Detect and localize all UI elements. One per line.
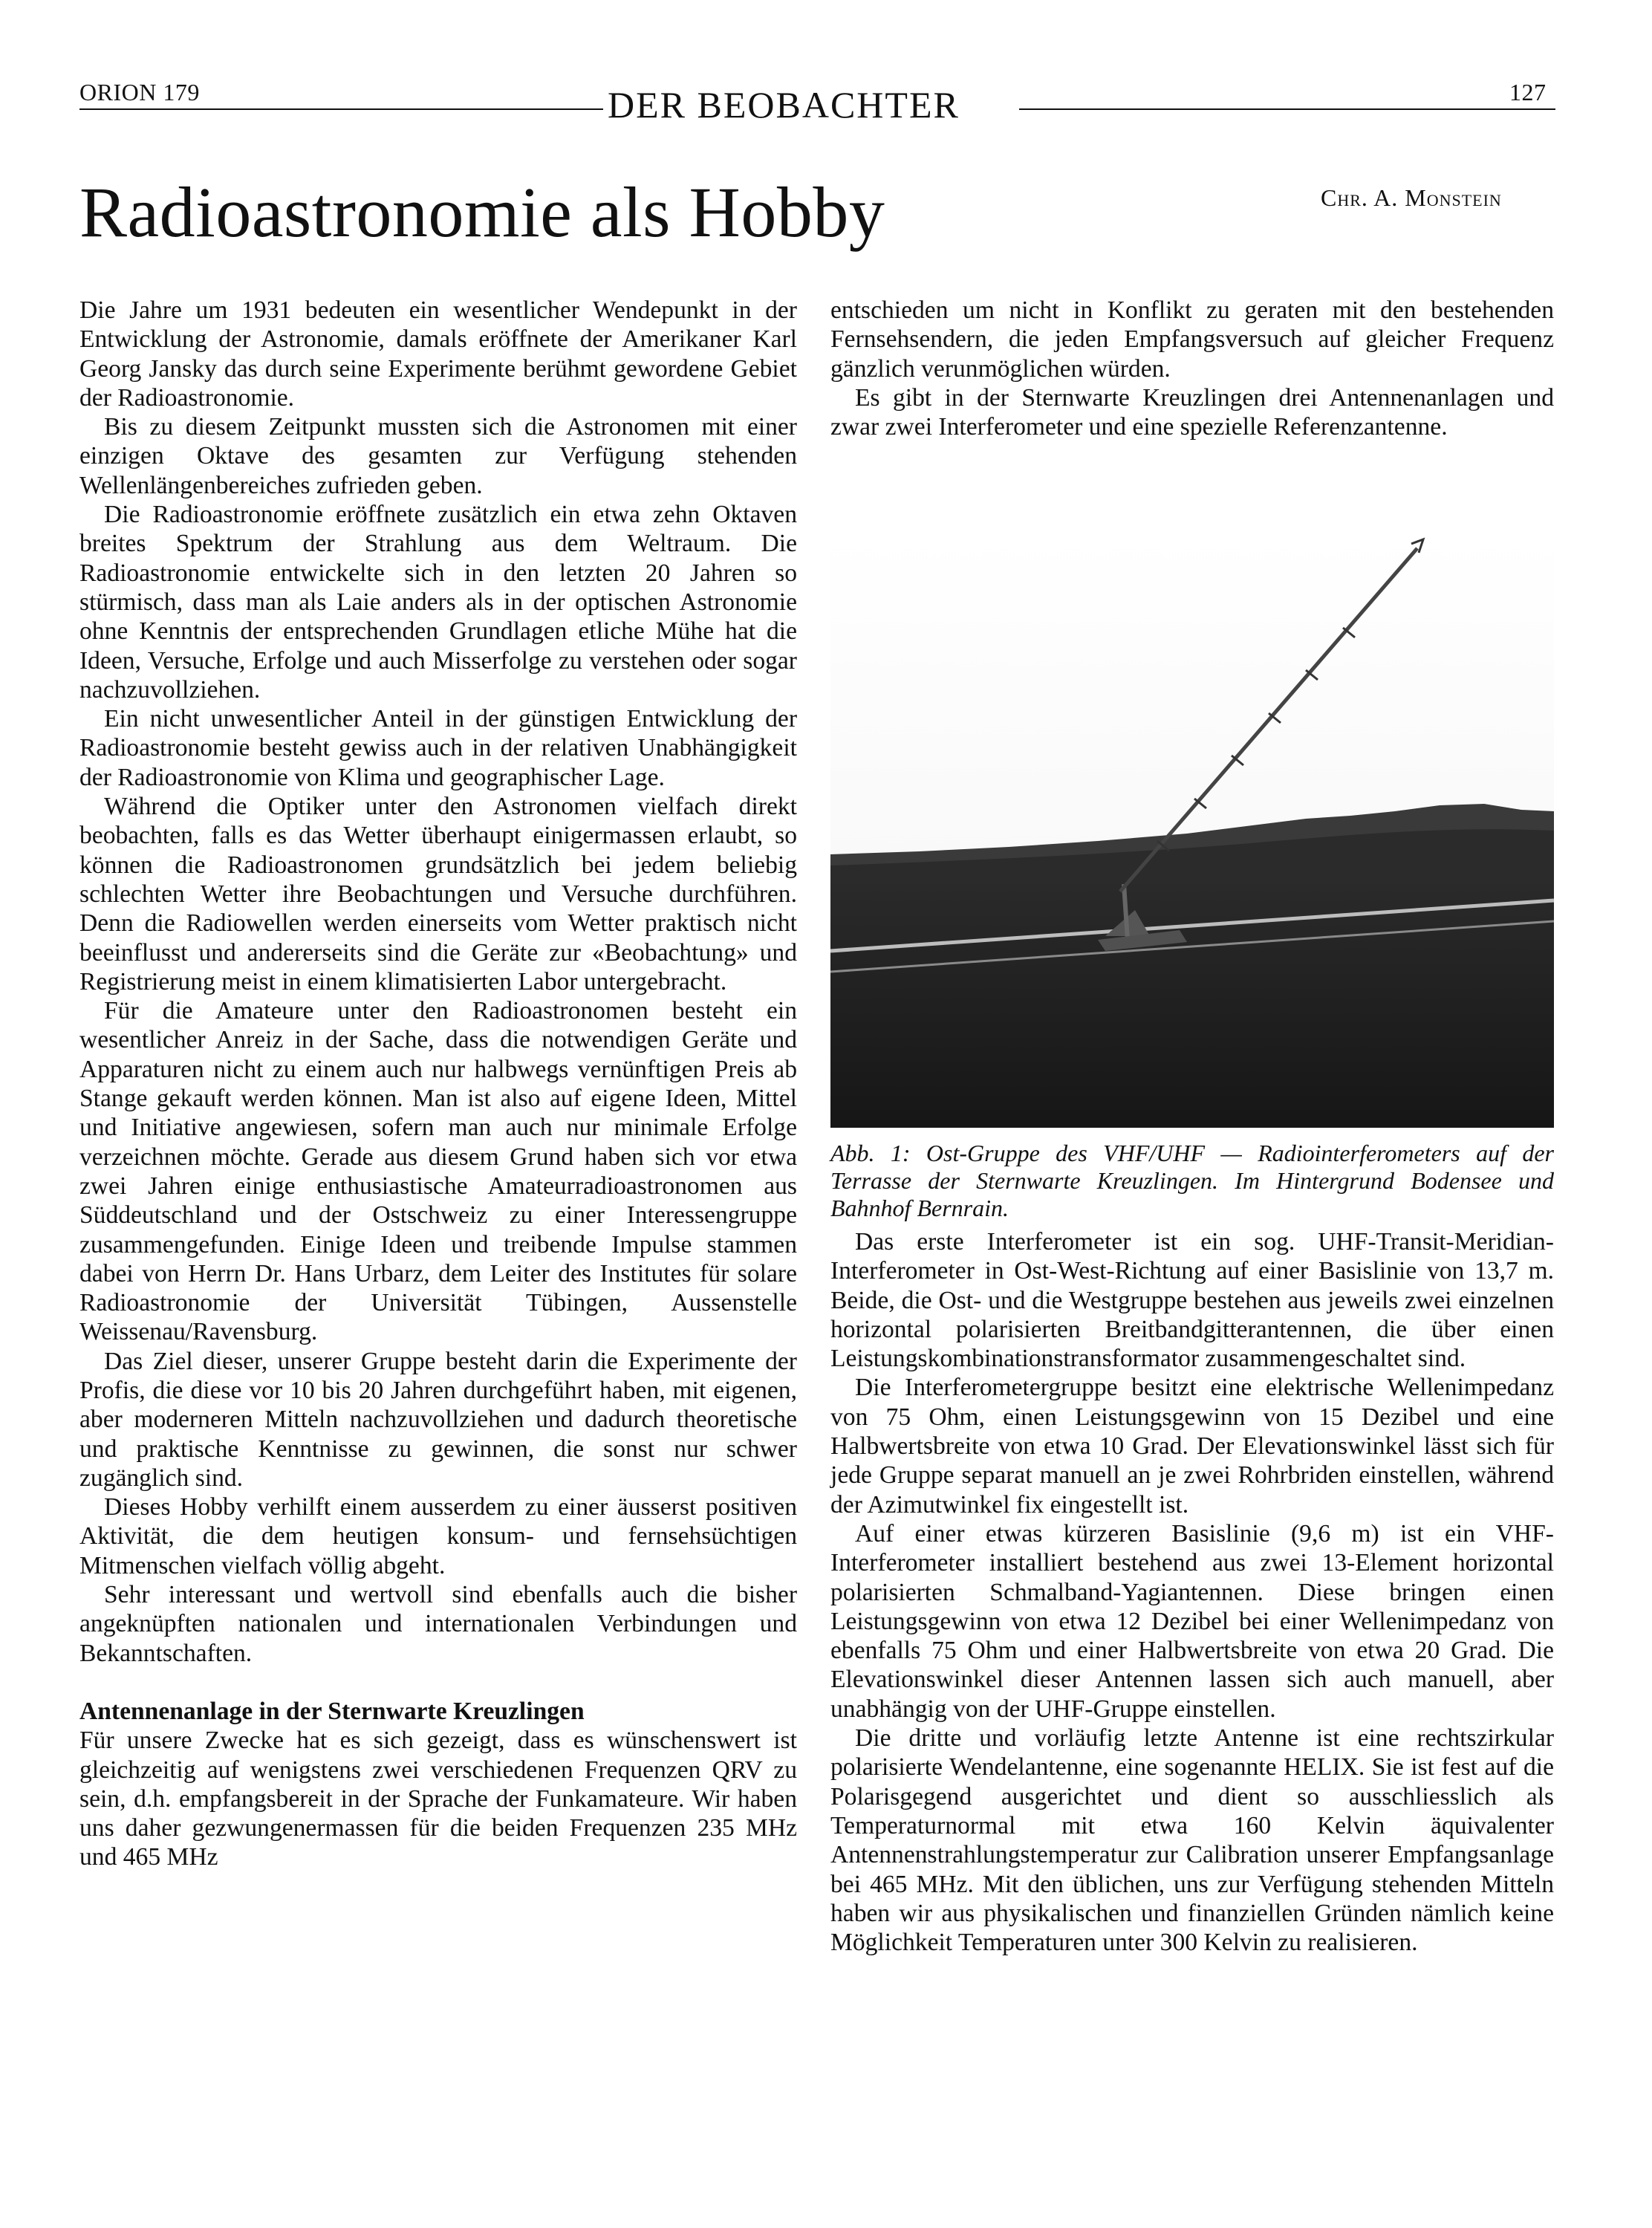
article-title: Radioastronomie als Hobby xyxy=(79,172,885,252)
section-title: DER BEOBACHTER xyxy=(608,84,960,126)
article-author: Chr. A. Monstein xyxy=(1321,184,1502,211)
page-number: 127 xyxy=(1509,79,1547,105)
paragraph: Die dritte und vorläufig letzte Antenne ist eine rechtszirkular polarisierte Wendelantenne, eine sogenannte HELIX. Sie ist fest auf die Polarisgegend ausgerichtet und dient so ausschliesslich als Temperaturnormal mit etwa 160 Kelvin äquivalenter Antennenstrahlungstemperatur zur Calibration unserer Empfangsanlage bei 465 MHz. Mit den üblichen, uns zur Verfügung stehenden Mitteln haben wir aus physikalischen und finanziellen Gründen nämlich keine Möglichkeit Temperaturen unter 300 Kelvin zu realisieren. xyxy=(830,1724,1554,1957)
paragraph: Dieses Hobby verhilft einem ausserdem zu einer äusserst positiven Aktivität, die dem heutigen konsum- und fernsehsüchtigen Mitmenschen vielfach völlig abgeht. xyxy=(79,1493,797,1579)
antenna-photo xyxy=(830,535,1554,1128)
paragraph: entschieden um nicht in Konflikt zu geraten mit den bestehenden Fernsehsendern, die jeden Empfangsversuch auf gleicher Frequenz gänzlich verunmöglichen würden. xyxy=(830,296,1554,383)
paragraph: Für die Amateure unter den Radioastronomen besteht ein wesentlicher Anreiz in der Sache, dass die notwendigen Geräte und Apparaturen nicht zu einem auch nur halbwegs vernünftigen Preis ab Stange gekauft werden können. Man ist also auf eigene Ideen, Mittel und Initiative angewiesen, sofern man auch nur minimale Erfolge verzeichnen möchte. Gerade aus diesem Grund haben sich vor etwa zwei Jahren einige enthusiastische Amateurradioastronomen aus Süddeutschland und der Ostschweiz zu einer Interessengruppe zusammengefunden. Einige Ideen und treibende Impulse stammen dabei von Herrn Dr. Hans Urbarz, dem Leiter des Institutes für solare Radioastronomie der Universität Tübingen, Aussenstelle Weissenau/Ravensburg. xyxy=(79,997,797,1346)
paragraph: Für unsere Zwecke hat es sich gezeigt, dass es wünschenswert ist gleichzeitig auf wenigstens zwei verschiedenen Frequenzen QRV zu sein, d.h. empfangsbereit in der Sprache der Funkamateure. Wir haben uns daher gezwungenermassen für die beiden Frequenzen 235 MHz und 465 MHz xyxy=(79,1727,797,1871)
paragraph: Die Radioastronomie eröffnete zusätzlich ein etwa zehn Oktaven breites Spektrum der Strahlung aus dem Weltraum. Die Radioastronomie entwickelte sich in den letzten 20 Jahren so stürmisch, dass man als Laie anders als in der optischen Astronomie ohne Kenntnis der entsprechenden Grundlagen etliche Mühe hat die Ideen, Versuche, Erfolge und auch Misserfolge zu verstehen oder sogar nachzuvollziehen. xyxy=(79,501,797,704)
paragraph: Die Jahre um 1931 bedeuten ein wesentlicher Wendepunkt in der Entwicklung der Astronomie, damals eröffnete der Amerikaner Karl Georg Jansky das durch seine Experimente berühmt gewordene Gebiet der Radioastronomie. xyxy=(79,296,797,412)
figure-caption: Abb. 1: Ost-Gruppe des VHF/UHF — Radiointerferometers auf der Terrasse der Sternwarte Kreuzlingen. Im Hintergrund Bodensee und Bahnhof Bernrain. xyxy=(830,1140,1554,1221)
paragraph: Bis zu diesem Zeitpunkt mussten sich die Astronomen mit einer einzigen Oktave des gesamten zur Verfügung stehenden Wellenlängenbereiches zufrieden geben. xyxy=(79,413,797,499)
column-right xyxy=(830,296,1554,441)
paragraph: Ein nicht unwesentlicher Anteil in der günstigen Entwicklung der Radioastronomie besteht gewiss auch in der relativen Unabhängigkeit der Radioastronomie von Klima und geographischer Lage. xyxy=(79,705,797,791)
paragraph: Die Interferometergruppe besitzt eine elektrische Wellenimpedanz von 75 Ohm, einen Leistungsgewinn von 15 Dezibel und eine Halbwertsbreite von etwa 10 Grad. Der Elevationswinkel lässt sich für jede Gruppe separat manuell an je zwei Rohrbriden einstellen, während der Azimutwinkel fix eingestellt ist. xyxy=(830,1374,1554,1519)
column-right-lower xyxy=(830,1227,1554,1957)
paragraph: Während die Optiker unter den Astronomen vielfach direkt beobachten, falls es das Wetter überhaupt einigermassen erlaubt, so können die Radioastronomen grundsätzlich bei jedem beliebig schlechten Wetter ihre Beobachtungen und Versuche durchführen. Denn die Radiowellen werden einerseits vom Wetter praktisch nicht beeinflusst und andererseits sind die Geräte zur «Beobachtung» und Registrierung meist in einem klimatisierten Labor untergebracht. xyxy=(79,793,797,996)
header-rule-left xyxy=(79,108,603,110)
paragraph: Das Ziel dieser, unserer Gruppe besteht darin die Experimente der Profis, die diese vor 10 bis 20 Jahren durchgeführt haben, mit eigenen, aber moderneren Mitteln nachzuvollziehen und dadurch theoretische und praktische Kenntnisse zu gewinnen, die sonst nur schwer zugänglich sind. xyxy=(79,1347,797,1492)
header-rule-right xyxy=(1019,108,1555,110)
paragraph: Es gibt in der Sternwarte Kreuzlingen drei Antennenanlagen und zwar zwei Interferometer und eine spezielle Referenzantenne. xyxy=(830,383,1554,441)
journal-issue: ORION 179 xyxy=(79,79,200,105)
paragraph: Sehr interessant und wertvoll sind ebenfalls auch die bisher angeknüpften nationalen und internationalen Verbindungen und Bekanntschaften. xyxy=(79,1581,797,1667)
column-left xyxy=(79,296,797,1872)
paragraph: Auf einer etwas kürzeren Basislinie (9,6 m) ist ein VHF-Interferometer installiert bestehend aus zwei 13-Element horizontal polarisierten Schmalband-Yagiantennen. Diese bringen einen Leistungsgewinn von etwa 12 Dezibel bei einer Wellenimpedanz von ebenfalls 75 Ohm und einer Halbwertsbreite von etwa 20 Grad. Die Elevationswinkel dieser Antennen lassen sich auch manuell, aber unabhängig von der UHF-Gruppe einstellen. xyxy=(830,1519,1554,1723)
paragraph: Das erste Interferometer ist ein sog. UHF-Transit-Meridian-Interferometer in Ost-West-Richtung auf einer Basislinie von 13,7 m. Beide, die Ost- und die Westgruppe bestehen aus jeweils zwei einzelnen horizontal polarisierten Breitbandgitterantennen, die über einen Leistungskombinationstransformator zusammengeschaltet sind. xyxy=(830,1228,1554,1373)
subheading: Antennenanlage in der Sternwarte Kreuzlingen xyxy=(79,1697,585,1725)
